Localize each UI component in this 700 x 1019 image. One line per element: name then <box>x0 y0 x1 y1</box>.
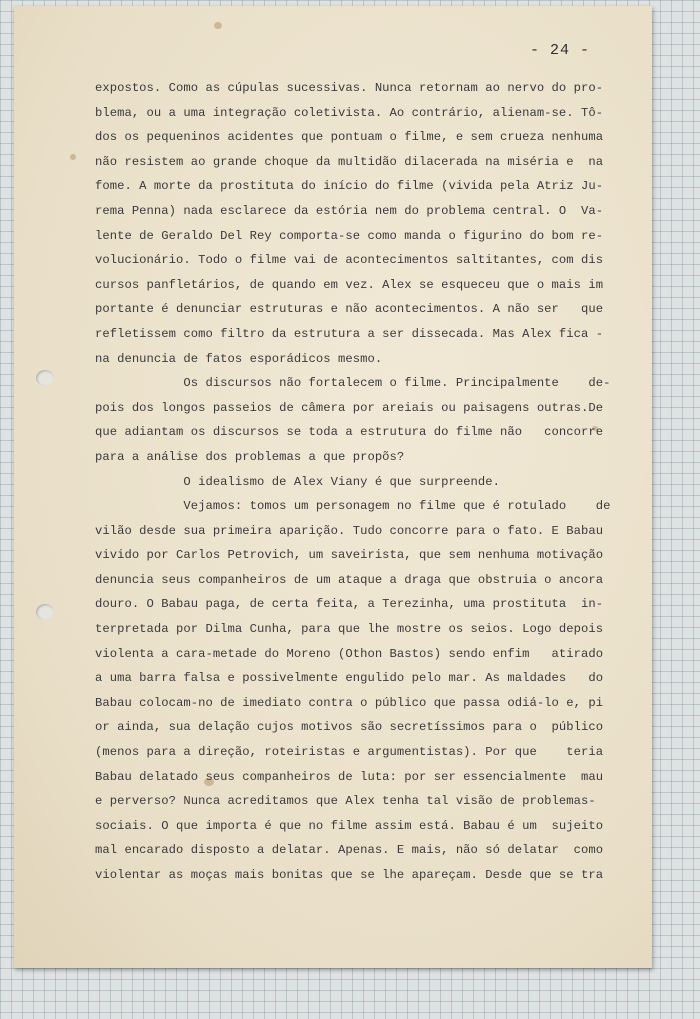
punch-hole <box>36 370 54 386</box>
stain <box>214 22 222 29</box>
text-line: lente de Geraldo Del Rey comporta-se como manda o figurino do bom re- <box>95 228 604 243</box>
text-line: não resistem ao grande choque da multidão dilacerada na miséria e na <box>95 154 604 169</box>
typewritten-text <box>95 76 610 888</box>
stain <box>70 154 76 160</box>
text-line: O idealismo de Alex Viany é que surpreende. <box>95 474 501 489</box>
text-line: que adiantam os discursos se toda a estrutura do filme não concorre <box>95 425 604 440</box>
punch-hole <box>36 604 54 620</box>
text-line: refletissem como filtro da estrutura a ser dissecada. Mas Alex fica - <box>95 326 604 341</box>
text-line: a uma barra falsa e possivelmente engulido pelo mar. As maldades do <box>95 671 604 686</box>
text-line: vilão desde sua primeira aparição. Tudo concorre para o fato. E Babau <box>95 523 604 538</box>
text-line: terpretada por Dilma Cunha, para que lhe mostre os seios. Logo depois <box>95 622 604 637</box>
text-line: Vejamos: tomos um personagem no filme que é rotulado de <box>95 499 611 514</box>
text-line: douro. O Babau paga, de certa feita, a Terezinha, uma prostituta in- <box>95 597 604 612</box>
text-line: mal encarado disposto a delatar. Apenas. E mais, não só delatar como <box>95 843 604 858</box>
text-line: sociais. O que importa é que no filme assim está. Babau é um sujeito <box>95 818 604 833</box>
text-line: cursos panfletários, de quando em vez. Alex se esqueceu que o mais im <box>95 277 604 292</box>
text-line: vivido por Carlos Petrovich, um saveirista, que sem nenhuma motivação <box>95 548 604 563</box>
text-line: (menos para a direção, roteiristas e argumentistas). Por que teria <box>95 745 604 760</box>
text-line: expostos. Como as cúpulas sucessivas. Nunca retornam ao nervo do pro- <box>95 81 604 95</box>
page-number: - 24 - <box>530 42 591 59</box>
text-line: rema Penna) nada esclarece da estória nem do problema central. O Va- <box>95 203 604 218</box>
text-line: Os discursos não fortalecem o filme. Principalmente de- <box>95 376 611 391</box>
text-line: portante é denunciar estruturas e não acontecimentos. A não ser que <box>95 302 604 317</box>
text-line: violenta a cara-metade do Moreno (Othon Bastos) sendo enfim atirado <box>95 646 604 661</box>
text-line: fome. A morte da prostituta do início do filme (vivida pela Atriz Ju- <box>95 179 604 194</box>
text-line: Babau delatado seus companheiros de luta: por ser essencialmente mau <box>95 769 604 784</box>
text-line: e perverso? Nunca acreditamos que Alex tenha tal visão de problemas- <box>95 794 596 809</box>
text-line: Babau colocam-no de imediato contra o público que passa odiá-lo e, pi <box>95 695 604 710</box>
text-line: violentar as moças mais bonitas que se lhe apareçam. Desde que se tra <box>95 868 604 882</box>
text-line: denuncia seus companheiros de um ataque a draga que obstruia o ancora <box>95 572 604 587</box>
text-line: blema, ou a uma integração coletivista. Ao contrário, alienam-se. Tô- <box>95 105 604 120</box>
text-line: na denuncia de fatos esporádicos mesmo. <box>95 351 383 366</box>
text-line: para a análise dos problemas a que propõs? <box>95 449 405 464</box>
text-line: pois dos longos passeios de câmera por areiais ou paisagens outras.De <box>95 400 604 415</box>
text-line: dos os pequeninos acidentes que pontuam o filme, e sem crueza nenhuma <box>95 130 604 145</box>
text-line: volucionário. Todo o filme vai de acontecimentos saltitantes, com dis <box>95 253 604 268</box>
text-line: or ainda, sua delação cujos motivos são secretíssimos para o público <box>95 720 604 735</box>
